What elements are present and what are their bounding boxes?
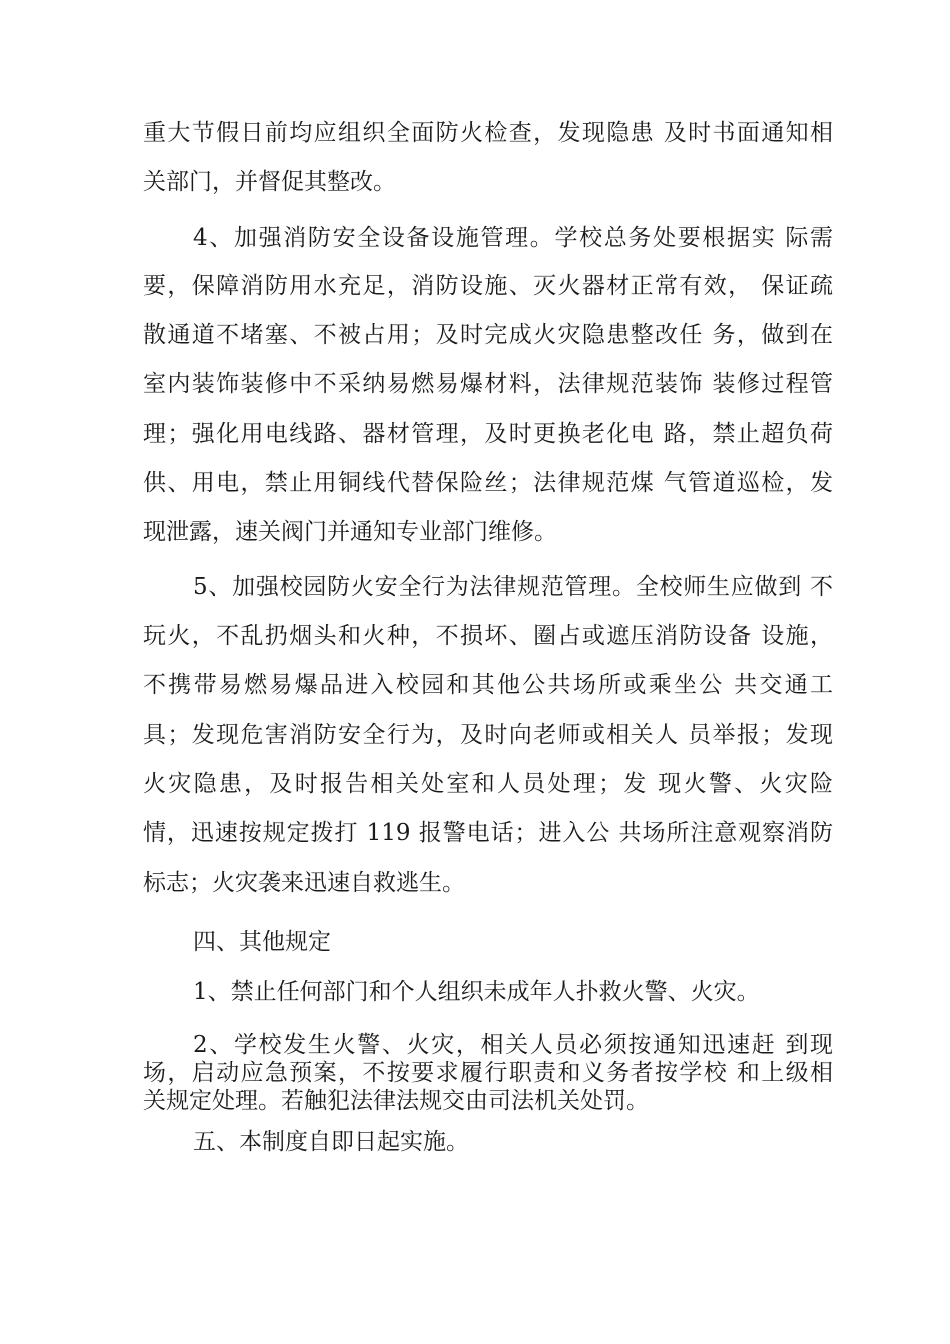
text-line-3: 4、加强消防安全设备设施管理。学校总务处要根据实 际需	[193, 225, 833, 251]
section-heading-other-rules: 四、其他规定	[193, 929, 331, 955]
text-line-14: 火灾隐患，及时报告相关处室和人员处理；发 现火警、火灾险	[143, 771, 833, 797]
text-line-2: 关部门，并督促其整改。	[143, 169, 396, 195]
text-line-20: 场，启动应急预案，不按要求履行职责和义务者按学校 和上级相	[143, 1060, 833, 1086]
text-line-21: 关规定处理。若触犯法律法规交由司法机关处罚。	[143, 1088, 649, 1114]
text-line-8: 供、用电，禁止用铜线代替保险丝；法律规范煤 气管道巡检，发	[143, 470, 833, 496]
text-line-10: 5、加强校园防火安全行为法律规范管理。全校师生应做到 不	[193, 574, 833, 600]
text-line-13: 具；发现危害消防安全行为，及时向老师或相关人 员举报；发现	[143, 722, 833, 748]
text-line-16: 标志；火灾袭来迅速自救逃生。	[143, 870, 465, 896]
text-line-9: 现泄露，速关阀门并通知专业部门维修。	[143, 519, 557, 545]
text-line-12: 不携带易燃易爆品进入校园和其他公共场所或乘坐公 共交通工	[143, 672, 833, 698]
text-line-6: 室内装饰装修中不采纳易燃易爆材料，法律规范装饰 装修过程管	[143, 371, 833, 397]
text-line-11: 玩火，不乱扔烟头和火种，不损坏、圈占或遮压消防设备 设施，	[143, 623, 833, 649]
text-line-7: 理；强化用电线路、器材管理，及时更换老化电 路，禁止超负荷	[143, 421, 833, 447]
text-line-1: 重大节假日前均应组织全面防火检查，发现隐患 及时书面通知相	[143, 120, 833, 146]
text-line-19: 2、学校发生火警、火灾，相关人员必须按通知迅速赶 到现	[193, 1032, 833, 1058]
text-line-18: 1、禁止任何部门和个人组织未成年人扑救火警、火灾。	[193, 979, 760, 1005]
text-line-15: 情，迅速按规定拨打 119 报警电话；进入公 共场所注意观察消防	[143, 820, 833, 846]
text-line-5: 散通道不堵塞、不被占用；及时完成火灾隐患整改任 务，做到在	[143, 322, 833, 348]
section-heading-effective: 五、本制度自即日起实施。	[193, 1129, 469, 1155]
text-line-4: 要，保障消防用水充足，消防设施、灭火器材正常有效， 保证疏	[143, 273, 833, 299]
